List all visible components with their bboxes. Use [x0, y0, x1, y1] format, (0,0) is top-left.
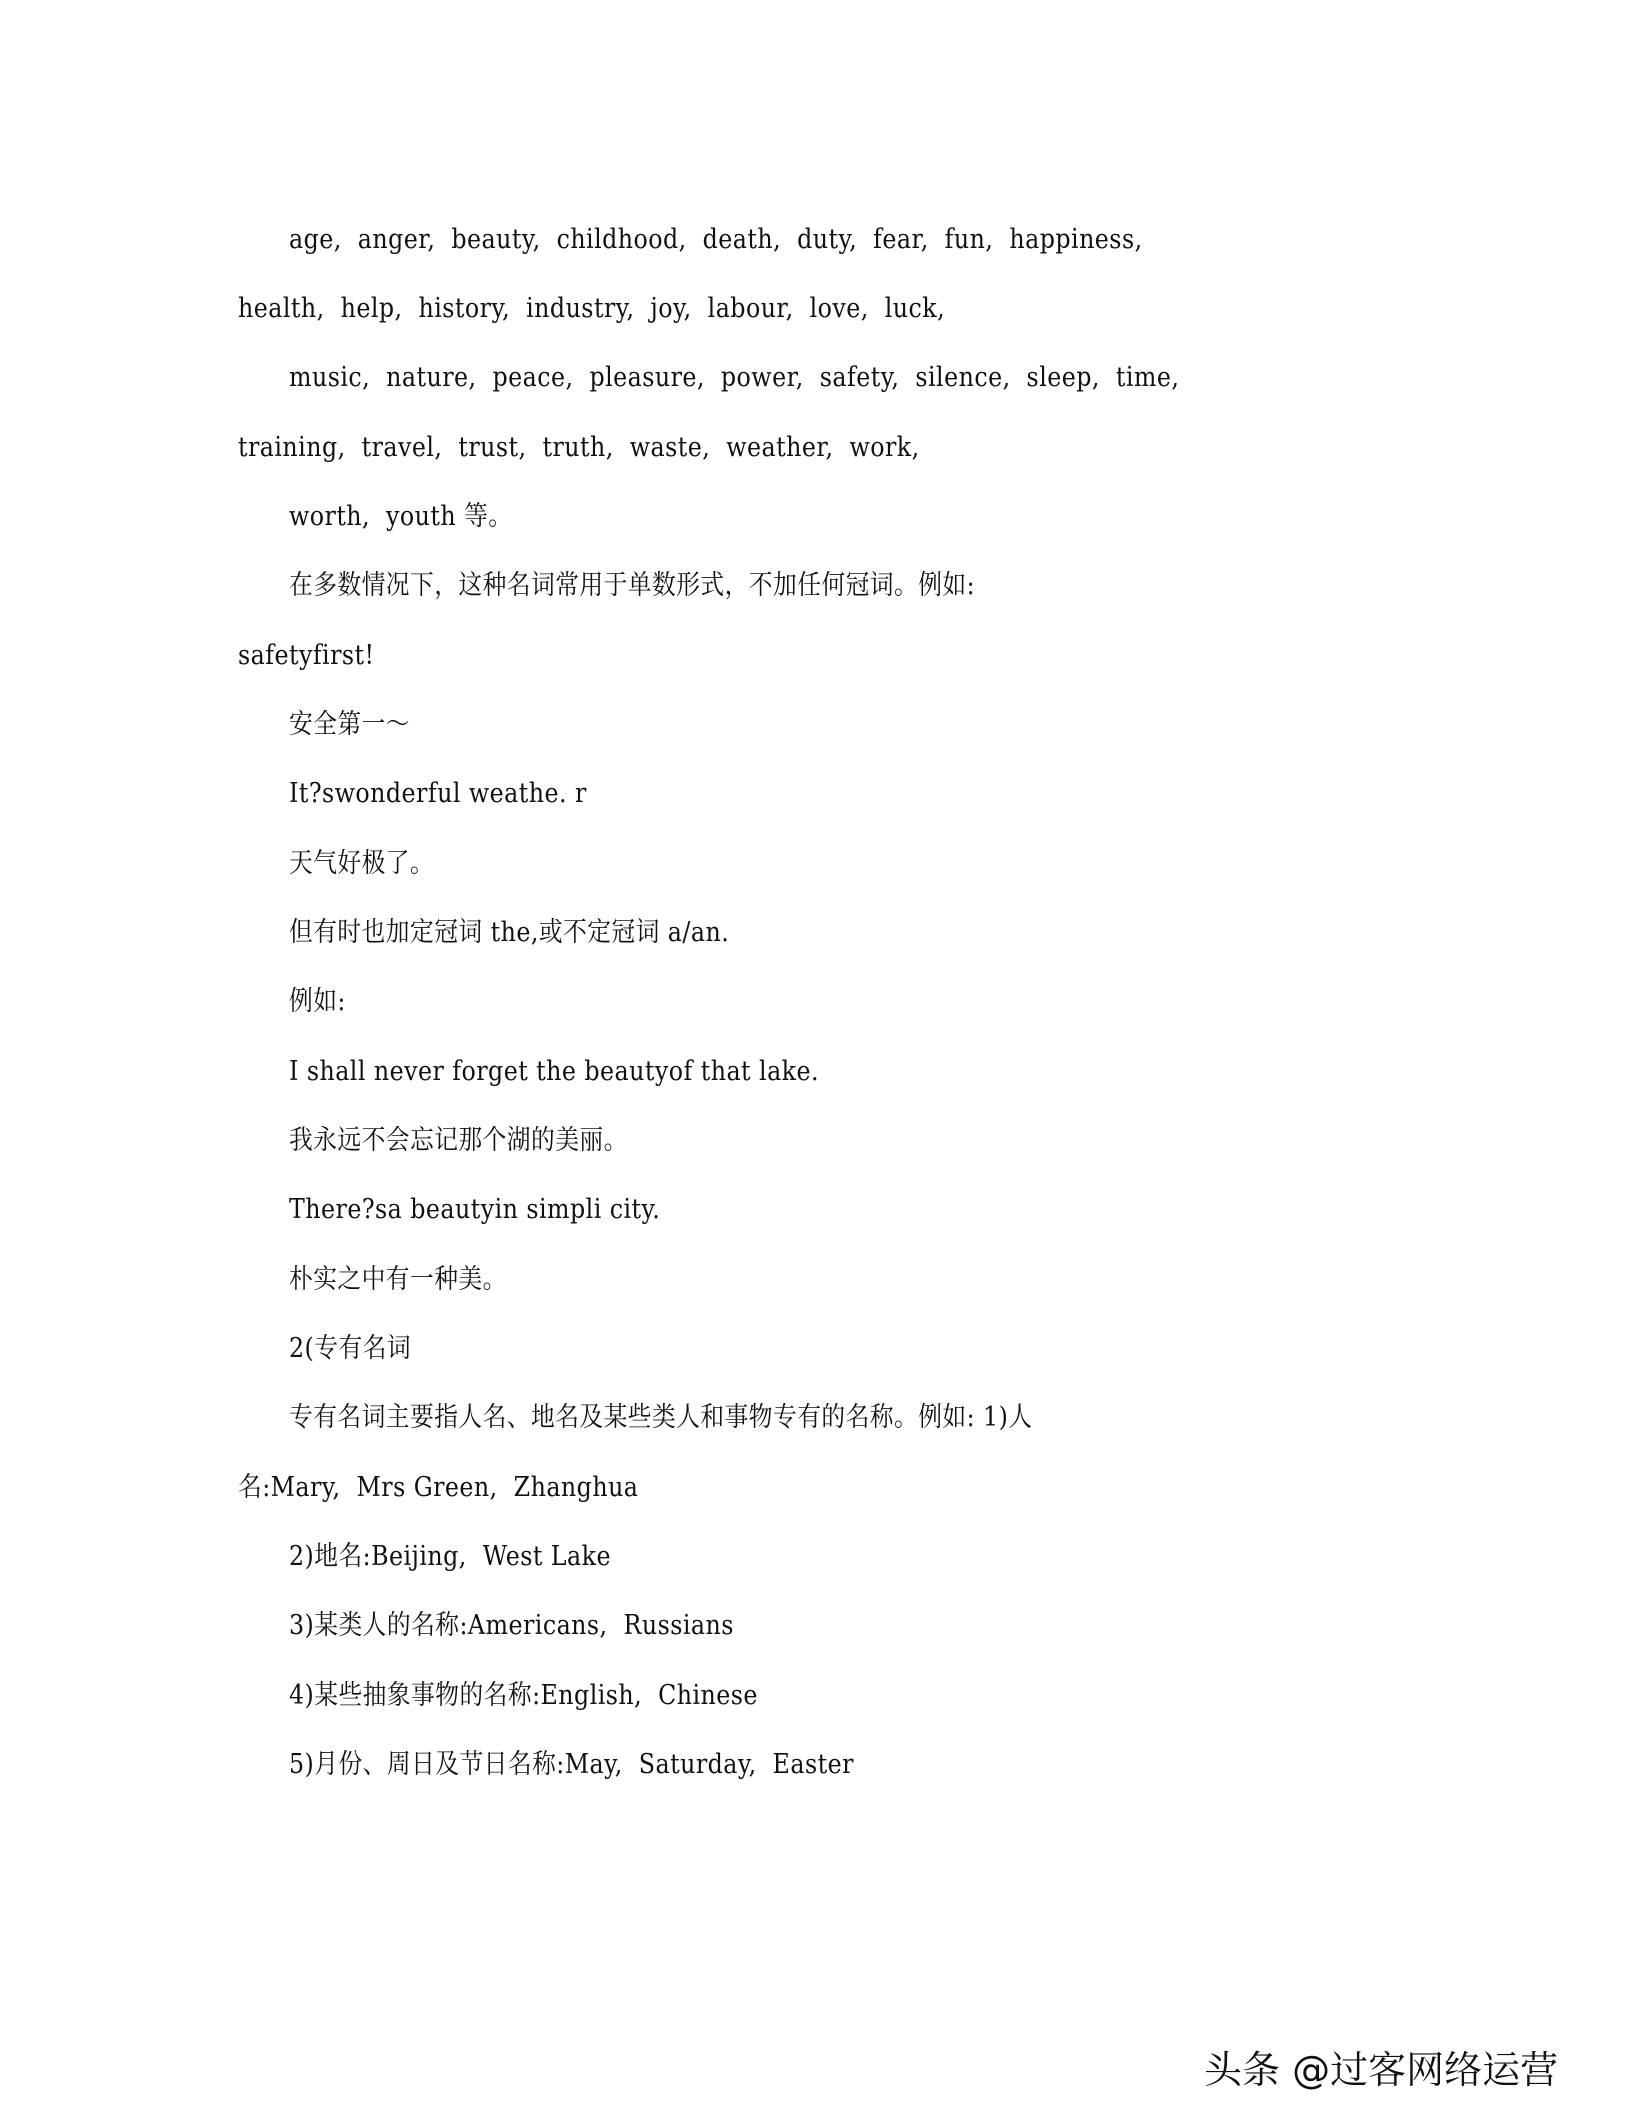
- section-heading: 2(专有名词: [289, 1333, 412, 1364]
- text-line: health, help, history, industry, joy, labour, love, luck,: [238, 293, 946, 324]
- text-line: training, travel, trust, truth, waste, weather, work,: [238, 432, 920, 463]
- text-line: worth, youth 等。: [289, 501, 513, 532]
- text-line: 我永远不会忘记那个湖的美丽。: [289, 1125, 628, 1156]
- text-line: 安全第一～: [289, 709, 410, 740]
- text-line: 在多数情况下，这种名词常用于单数形式，不加任何冠词。例如:: [289, 570, 976, 601]
- text-line: age, anger, beauty, childhood, death, duty, fear, fun, happiness,: [289, 224, 1143, 255]
- text-line: music, nature, peace, pleasure, power, safety, silence, sleep, time,: [289, 362, 1180, 393]
- text-line: 朴实之中有一种美。: [289, 1264, 507, 1295]
- text-line: 2)地名:Beijing, West Lake: [289, 1541, 611, 1572]
- text-line: I shall never forget the beautyof that lake.: [289, 1056, 820, 1087]
- text-line: 3)某类人的名称:Americans, Russians: [289, 1610, 734, 1641]
- text-line: 但有时也加定冠词 the,或不定冠词 a/an.: [289, 917, 730, 948]
- text-line: 名:Mary, Mrs Green, Zhanghua: [238, 1472, 639, 1503]
- text-line: 例如:: [289, 986, 346, 1017]
- text-line: There?sa beautyin simpli city.: [289, 1194, 661, 1225]
- text-line: 天气好极了。: [289, 848, 435, 879]
- text-line: 专有名词主要指人名、地名及某些类人和事物专有的名称。例如: 1)人: [289, 1402, 1033, 1433]
- text-line: safetyfirst!: [238, 640, 375, 671]
- text-line: It?swonderful weathe. r: [289, 778, 587, 809]
- text-line: 5)月份、周日及节日名称:May, Saturday, Easter: [289, 1749, 854, 1780]
- text-line: 4)某些抽象事物的名称:English, Chinese: [289, 1680, 758, 1711]
- watermark: 头条 @过客网络运营: [1204, 2048, 1559, 2092]
